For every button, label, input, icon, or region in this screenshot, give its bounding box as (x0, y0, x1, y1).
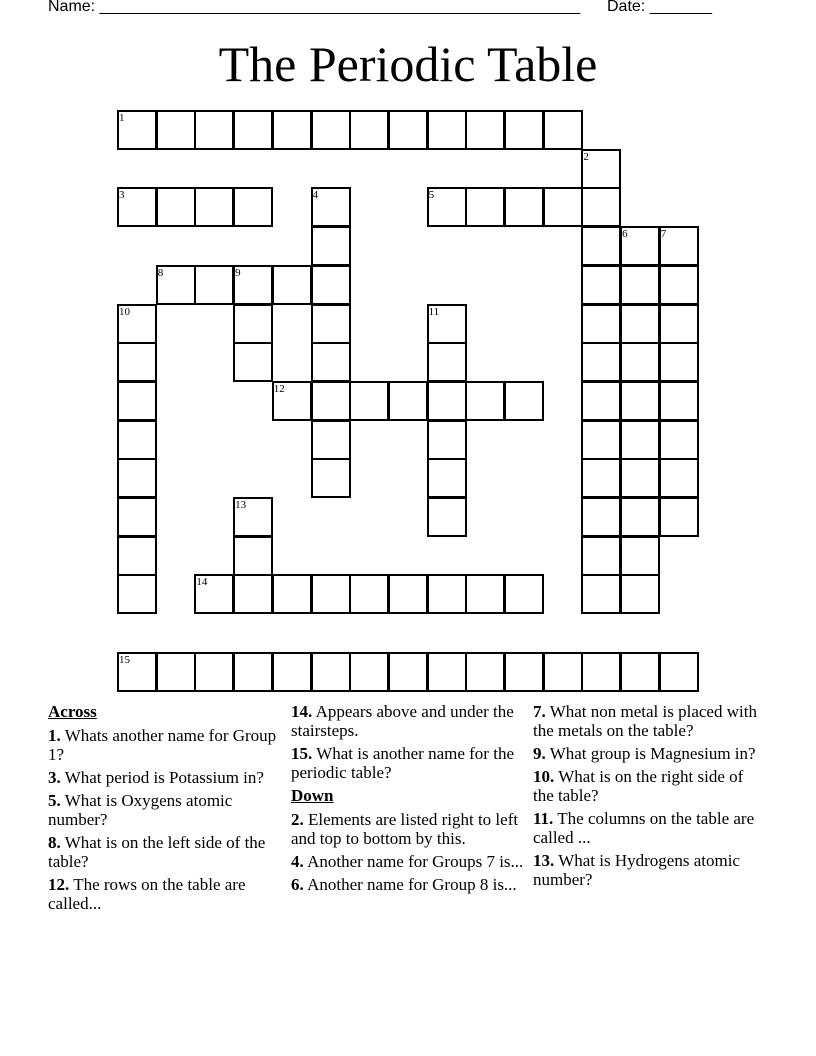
clue-item (533, 851, 768, 889)
clue-text: What is Oxygens atomic number? (48, 791, 233, 829)
clue-number: 1. (48, 726, 61, 745)
clue-item (291, 702, 526, 740)
clue-text: Another name for Group 8 is... (307, 875, 517, 894)
date-label: Date: (607, 0, 646, 15)
clue-item (291, 852, 526, 871)
clue-item (48, 768, 283, 787)
grid-cell[interactable] (233, 536, 273, 576)
grid-cell[interactable] (581, 458, 621, 498)
clue-number-label: 2 (583, 150, 589, 163)
grid-cell[interactable] (659, 226, 699, 266)
grid-cell[interactable] (117, 497, 157, 537)
clue-number-label: 10 (119, 305, 130, 318)
clue-number: 7. (533, 702, 546, 721)
clue-item (533, 767, 768, 805)
grid-cell[interactable] (117, 458, 157, 498)
grid-cell[interactable] (543, 187, 583, 227)
grid-cell[interactable] (581, 420, 621, 460)
clue-number-label: 5 (428, 189, 435, 202)
clue-item (48, 791, 283, 829)
clue-number: 5. (48, 791, 61, 810)
grid-cell[interactable] (620, 381, 660, 421)
grid-cell[interactable] (581, 226, 621, 266)
grid-cell[interactable] (465, 381, 505, 421)
clue-text: What is Hydrogens atomic number? (533, 851, 740, 889)
grid-cell[interactable] (581, 149, 621, 189)
clue-text: What group is Magnesium in? (549, 744, 756, 763)
grid-cell[interactable] (659, 458, 699, 498)
clue-text: Appears above and under the stairsteps. (291, 702, 514, 740)
grid-cell[interactable] (427, 652, 467, 692)
clue-number: 13. (533, 851, 555, 870)
grid-cell[interactable] (504, 187, 544, 227)
grid-cell[interactable] (427, 574, 467, 614)
grid-cell[interactable] (620, 574, 660, 614)
grid-cell[interactable] (233, 110, 273, 150)
grid-cell[interactable] (465, 187, 505, 227)
grid-cell[interactable] (581, 342, 621, 382)
clue-number: 11. (533, 809, 554, 828)
grid-cell[interactable] (581, 574, 621, 614)
grid-cell[interactable] (311, 381, 351, 421)
clue-item (291, 744, 526, 782)
clue-item (533, 702, 768, 740)
clue-number: 14. (291, 702, 313, 721)
grid-cell[interactable] (156, 187, 196, 227)
grid-cell[interactable] (117, 574, 157, 614)
grid-cell[interactable] (581, 304, 621, 344)
grid-cell[interactable] (272, 265, 312, 305)
grid-cell[interactable] (194, 187, 234, 227)
clue-item (48, 726, 283, 764)
clue-number-label: 13 (235, 499, 247, 511)
grid-cell[interactable] (117, 652, 157, 692)
grid-cell[interactable] (504, 381, 544, 421)
clue-item (291, 810, 526, 848)
across-heading: Across (48, 702, 97, 721)
grid-cell[interactable] (117, 381, 157, 421)
grid-cell[interactable] (233, 652, 273, 692)
grid-cell[interactable] (620, 458, 660, 498)
clue-number-label: 9 (235, 266, 241, 279)
clue-text: The rows on the table are called... (48, 875, 246, 913)
grid-cell[interactable] (349, 652, 389, 692)
grid-cell[interactable] (659, 497, 699, 537)
grid-cell[interactable] (388, 381, 428, 421)
grid-cell[interactable] (388, 574, 428, 614)
grid-cell[interactable] (427, 342, 467, 382)
clue-number: 6. (291, 875, 304, 894)
grid-cell[interactable] (311, 110, 351, 150)
clue-column-3 (533, 702, 768, 893)
grid-cell[interactable] (427, 420, 467, 460)
grid-cell[interactable] (581, 652, 621, 692)
grid-cell[interactable] (659, 420, 699, 460)
clue-text: Whats another name for Group 1? (48, 726, 277, 764)
grid-cell[interactable] (194, 574, 234, 614)
grid-cell[interactable] (620, 304, 660, 344)
grid-cell[interactable] (311, 342, 351, 382)
clue-number: 2. (291, 810, 304, 829)
grid-cell[interactable] (117, 420, 157, 460)
clue-item (533, 809, 768, 847)
page-title: The Periodic Table (218, 36, 598, 92)
grid-cell[interactable] (427, 110, 467, 150)
grid-cell[interactable] (581, 187, 621, 227)
grid-cell[interactable] (581, 536, 621, 576)
clue-number-label: 7 (660, 228, 667, 241)
grid-cell[interactable] (620, 265, 660, 305)
grid-cell[interactable] (233, 187, 273, 227)
date-line: _______ (649, 0, 712, 15)
grid-cell[interactable] (311, 304, 351, 344)
grid-cell[interactable] (504, 110, 544, 150)
clue-number-label: 15 (119, 653, 130, 666)
clue-number: 15. (291, 744, 313, 763)
clue-number: 3. (48, 768, 61, 787)
grid-cell[interactable] (620, 536, 660, 576)
grid-cell[interactable] (620, 342, 660, 382)
grid-cell[interactable] (581, 265, 621, 305)
clue-text: What is another name for the periodic table? (291, 744, 514, 782)
clue-text: What is on the left side of the table? (48, 833, 266, 871)
grid-cell[interactable] (543, 110, 583, 150)
grid-cell[interactable] (272, 574, 312, 614)
grid-cell[interactable] (311, 265, 351, 305)
grid-cell[interactable] (620, 652, 660, 692)
grid-cell[interactable] (581, 381, 621, 421)
grid-cell[interactable] (311, 574, 351, 614)
grid-cell[interactable] (117, 187, 157, 227)
clue-number: 4. (291, 852, 304, 871)
grid-cell[interactable] (427, 187, 467, 227)
grid-cell[interactable] (465, 652, 505, 692)
grid-cell[interactable] (504, 574, 544, 614)
grid-cell[interactable] (659, 304, 699, 344)
clue-text: What non metal is placed with the metals on the table? (533, 702, 757, 740)
grid-cell[interactable] (272, 110, 312, 150)
clue-column-1 (48, 702, 283, 917)
name-label: Name: (48, 0, 96, 15)
clue-number-label: 6 (622, 228, 628, 241)
grid-cell[interactable] (311, 226, 351, 266)
grid-cell[interactable] (311, 420, 351, 460)
clue-number-label: 3 (119, 189, 125, 202)
grid-cell[interactable] (659, 342, 699, 382)
clue-number-label: 1 (119, 112, 125, 124)
grid-cell[interactable] (194, 652, 234, 692)
grid-cell[interactable] (427, 304, 467, 344)
grid-cell[interactable] (659, 652, 699, 692)
grid-cell[interactable] (233, 574, 273, 614)
clue-number-label: 14 (196, 576, 208, 589)
clue-number: 10. (533, 767, 555, 786)
grid-cell[interactable] (349, 110, 389, 150)
grid-cell[interactable] (388, 110, 428, 150)
grid-cell[interactable] (233, 342, 273, 382)
clue-item (533, 744, 768, 763)
clue-item (48, 875, 283, 913)
grid-cell[interactable] (620, 497, 660, 537)
grid-cell[interactable] (465, 574, 505, 614)
grid-cell[interactable] (465, 110, 505, 150)
grid-cell[interactable] (233, 265, 273, 305)
clue-text: Elements are listed right to left and top to bottom by this. (291, 810, 519, 848)
grid-cell[interactable] (427, 381, 467, 421)
clue-column-2 (291, 702, 526, 898)
grid-cell[interactable] (543, 652, 583, 692)
grid-cell[interactable] (117, 304, 157, 344)
grid-cell[interactable] (272, 381, 312, 421)
grid-cell[interactable] (620, 420, 660, 460)
clue-number-label: 12 (273, 382, 285, 395)
clue-text: The columns on the table are called ... (533, 809, 755, 847)
grid-cell[interactable] (581, 497, 621, 537)
grid-cell[interactable] (117, 110, 157, 150)
grid-cell[interactable] (311, 652, 351, 692)
name-line: ______________________________________________________ (99, 0, 581, 15)
grid-cell[interactable] (388, 652, 428, 692)
grid-cell[interactable] (156, 110, 196, 150)
grid-cell[interactable] (233, 497, 273, 537)
grid-cell[interactable] (117, 536, 157, 576)
grid-cell[interactable] (311, 187, 351, 227)
grid-cell[interactable] (117, 342, 157, 382)
grid-cell[interactable] (311, 458, 351, 498)
grid-cell[interactable] (349, 381, 389, 421)
clue-item (291, 875, 526, 894)
clue-number: 12. (48, 875, 70, 894)
grid-cell[interactable] (504, 652, 544, 692)
grid-cell[interactable] (620, 226, 660, 266)
clue-text: What is on the right side of the table? (533, 767, 744, 805)
clue-number-label: 4 (312, 189, 318, 202)
clue-text: What period is Potassium in? (64, 768, 264, 787)
grid-cell[interactable] (194, 110, 234, 150)
grid-cell[interactable] (349, 574, 389, 614)
grid-cell[interactable] (427, 497, 467, 537)
grid-cell[interactable] (156, 265, 196, 305)
clue-number-label: 11 (428, 305, 440, 318)
grid-cell[interactable] (194, 265, 234, 305)
grid-cell[interactable] (156, 652, 196, 692)
grid-cell[interactable] (272, 652, 312, 692)
grid-cell[interactable] (427, 458, 467, 498)
grid-cell[interactable] (659, 265, 699, 305)
clue-number-label: 8 (157, 266, 164, 279)
clue-item (48, 833, 283, 871)
clue-text: Another name for Groups 7 is... (307, 852, 524, 871)
down-heading: Down (291, 786, 334, 805)
grid-cell[interactable] (659, 381, 699, 421)
clue-number: 8. (48, 833, 61, 852)
grid-cell[interactable] (233, 304, 273, 344)
clue-number: 9. (533, 744, 546, 763)
